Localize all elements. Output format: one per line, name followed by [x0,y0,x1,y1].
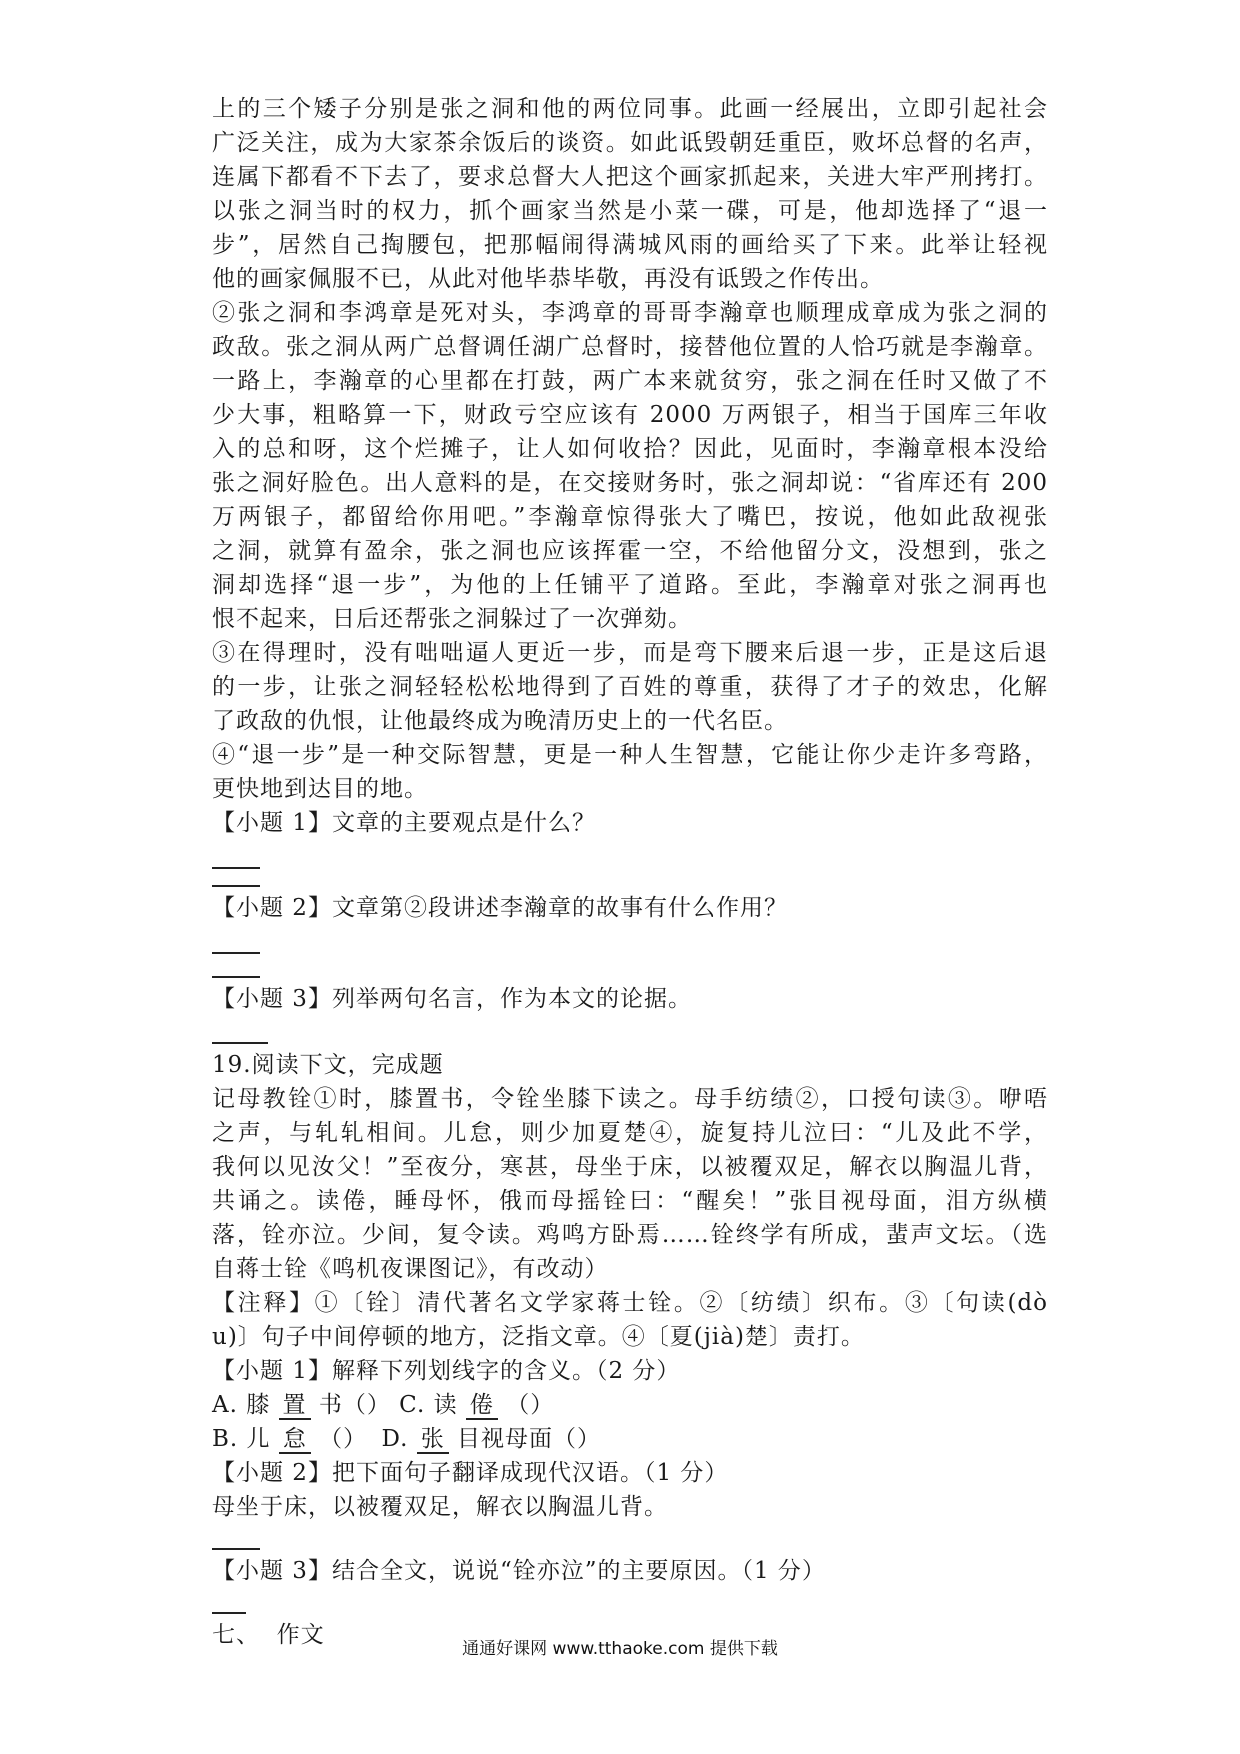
option-d-prefix: D. [381,1426,409,1452]
option-b-suffix: （） [319,1426,368,1452]
annotation-line: u)〕句子中间停顿的地方，泛指文章。④〔夏(jià)楚〕责打。 [212,1324,865,1350]
option-c-prefix: C. 读 [399,1392,458,1418]
passage-line: 入的总和呀，这个烂摊子，让人如何收拾？因此，见面时，李瀚章根本没给 [212,436,1048,462]
passage-line: 政敌。张之洞从两广总督调任湖广总督时，接替他位置的人恰巧就是李瀚章。 [212,334,1048,360]
option-a-suffix: 书（） [318,1392,391,1418]
classical-text-line: 落，铨亦泣。少间，复令读。鸡鸣方卧焉……铨终学有所成，蜚声文坛。（选 [212,1222,1048,1248]
options-row-ac [212,1388,1048,1422]
passage-line: 张之洞好脸色。出人意料的是，在交接财务时，张之洞却说：“省库还有 200 [212,470,1048,496]
passage-line: ③在得理时，没有咄咄逼人更近一步，而是弯下腰来后退一步，正是这后退 [212,640,1048,666]
option-a-prefix: A. 膝 [212,1392,271,1418]
passage-line: 更快地到达目的地。 [212,776,428,802]
passage-line: ②张之洞和李鸿章是死对头，李鸿章的哥哥李瀚章也顺理成章成为张之洞的 [212,300,1048,326]
question-19-2: 【小题 2】把下面句子翻译成现代汉语。（1 分） [212,1460,729,1486]
answer-line[interactable] [212,840,1048,873]
answer-line[interactable] [212,1524,1048,1554]
classical-text-line: 之声，与轧轧相间。儿怠，则少加夏楚④，旋复持儿泣曰：“儿及此不学， [212,1120,1048,1146]
classical-text-line: 共诵之。读倦，睡母怀，俄而母摇铨曰：“醒矣！”张目视母面，泪方纵横 [212,1188,1048,1214]
passage-line: 以张之洞当时的权力，抓个画家当然是小菜一碟，可是，他却选择了“退一 [212,198,1048,224]
option-a-underlined-word: 置 [279,1392,311,1420]
question-2: 【小题 2】文章第②段讲述李瀚章的故事有什么作用？ [212,895,788,921]
classical-text-line: 自蒋士铨《鸣机夜课图记》，有改动） [212,1256,609,1282]
section-7-heading: 七、 作文 [212,1622,325,1648]
translation-sentence: 母坐于床，以被覆双足，解衣以胸温儿背。 [212,1494,668,1520]
question-19-1: 【小题 1】解释下列划线字的含义。（2 分） [212,1358,681,1384]
passage-line: 恨不起来，日后还帮张之洞躲过了一次弹劾。 [212,606,692,632]
passage-line: 洞却选择“退一步”，为他的上任铺平了道路。至此，李瀚章对张之洞再也 [212,572,1048,598]
annotation-line: 【注释】①〔铨〕清代著名文学家蒋士铨。②〔纺绩〕织布。③〔句读(dò [212,1290,1048,1316]
passage-line: 步”，居然自己掏腰包，把那幅闹得满城风雨的画给买了下来。此举让轻视 [212,232,1048,258]
footer-watermark: 通通好课网 www.tthaoke.com 提供下载 [462,1639,778,1659]
option-a[interactable] [212,1392,399,1420]
options-row-bd [212,1422,1048,1456]
option-b-underlined-word: 怠 [279,1426,311,1454]
option-d-underlined-word: 张 [417,1426,449,1454]
passage-line: 少大事，粗略算一下，财政亏空应该有 2000 万两银子，相当于国库三年收 [212,402,1048,428]
document-page [212,92,1048,1652]
passage-line: 之洞，就算有盈余，张之洞也应该挥霍一空，不给他留分文，没想到，张之 [212,538,1048,564]
option-c[interactable] [399,1392,554,1420]
answer-line[interactable] [212,1588,1048,1618]
answer-line[interactable] [212,925,1048,958]
classical-text-line: 记母教铨①时，膝置书，令铨坐膝下读之。母手纺绩②，口授句读③。咿唔 [212,1086,1048,1112]
answer-line[interactable] [212,873,1048,891]
option-b-prefix: B. 儿 [212,1426,271,1452]
passage-line: 了政敌的仇恨，让他最终成为晚清历史上的一代名臣。 [212,708,788,734]
question-1: 【小题 1】文章的主要观点是什么？ [212,810,596,836]
option-d[interactable] [381,1426,601,1452]
answer-line[interactable] [212,1016,1048,1048]
passage-line: 万两银子，都留给你用吧。”李瀚章惊得张大了嘴巴，按说，他如此敌视张 [212,504,1048,530]
question-19-3: 【小题 3】结合全文，说说“铨亦泣”的主要原因。（1 分） [212,1558,826,1584]
passage-line: 广泛关注，成为大家茶余饭后的谈资。如此诋毁朝廷重臣，败坏总督的名声， [212,130,1048,156]
question-3: 【小题 3】列举两句名言，作为本文的论据。 [212,986,692,1012]
passage-line: 一路上，李瀚章的心里都在打鼓，两广本来就贫穷，张之洞在任时又做了不 [212,368,1048,394]
option-b[interactable] [212,1426,375,1454]
classical-text-line: 我何以见汝父！”至夜分，寒甚，母坐于床，以被覆双足，解衣以胸温儿背， [212,1154,1048,1180]
passage-line: 的一步，让张之洞轻轻松松地得到了百姓的尊重，获得了才子的效忠，化解 [212,674,1048,700]
answer-line[interactable] [212,958,1048,982]
option-d-suffix: 目视母面（） [457,1426,602,1452]
option-c-suffix: （） [506,1392,555,1418]
passage-line: 上的三个矮子分别是张之洞和他的两位同事。此画一经展出，立即引起社会 [212,96,1048,122]
question-19-heading: 19.阅读下文，完成题 [212,1052,444,1078]
passage-line: ④“退一步”是一种交际智慧，更是一种人生智慧，它能让你少走许多弯路， [212,742,1048,768]
passage [212,92,1048,806]
passage-line: 他的画家佩服不已，从此对他毕恭毕敬，再没有诋毁之作传出。 [212,266,884,292]
option-c-underlined-word: 倦 [466,1392,498,1420]
passage-line: 连属下都看不下去了，要求总督大人把这个画家抓起来，关进大牢严刑拷打。 [212,164,1048,190]
